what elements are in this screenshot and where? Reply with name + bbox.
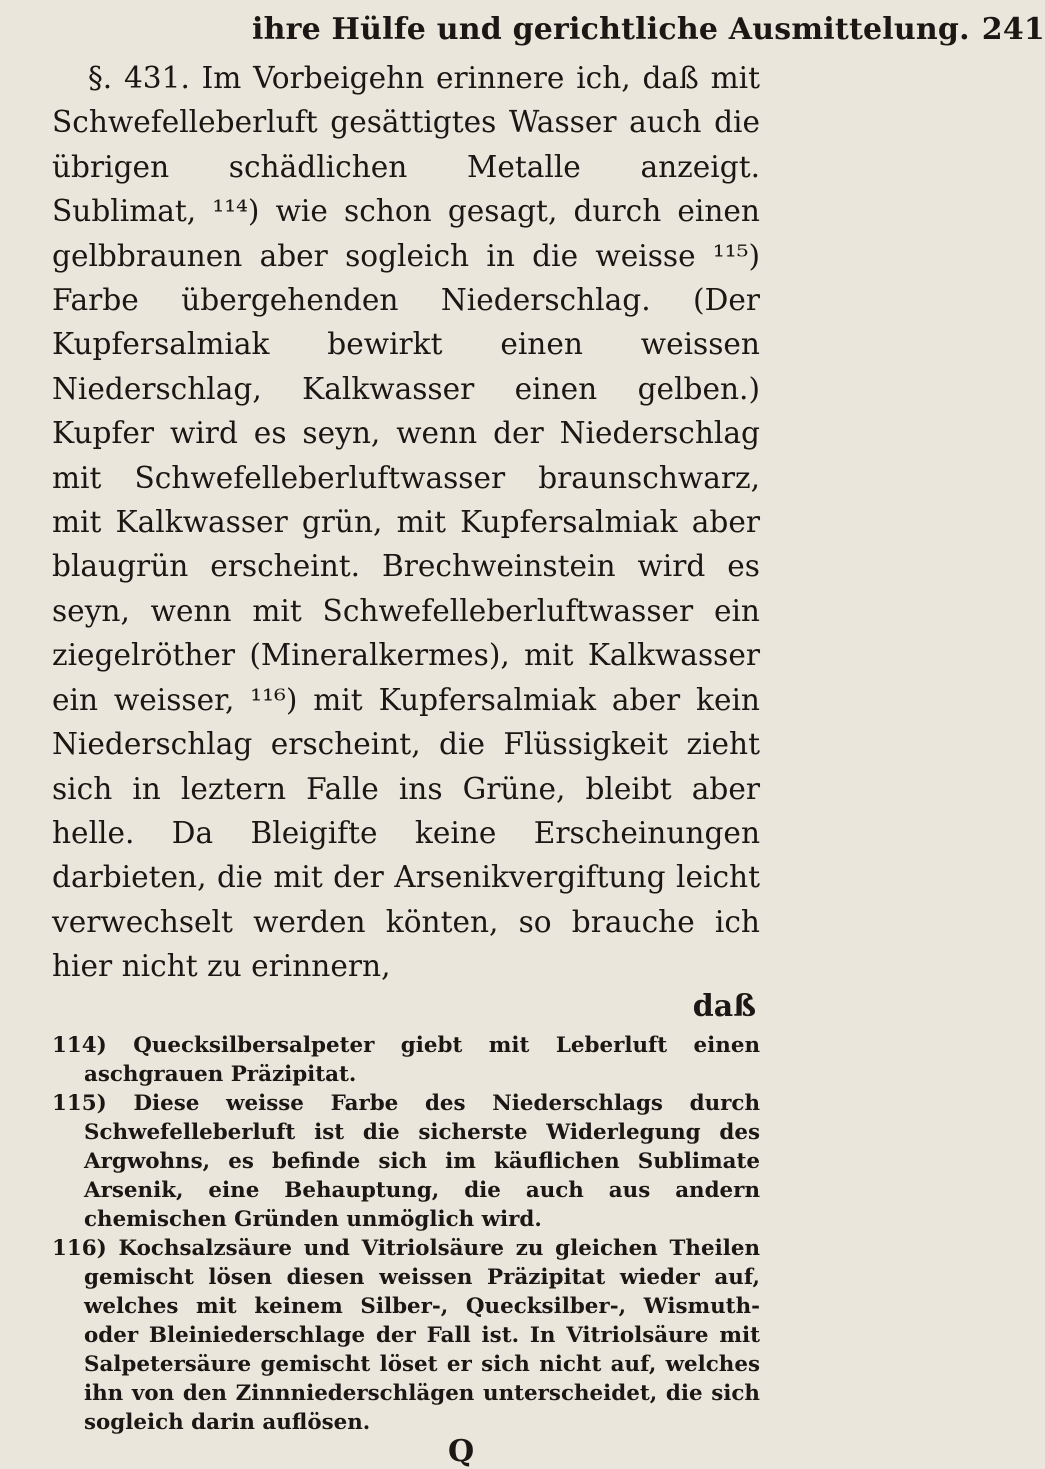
footnote-116: 116) Kochsalzsäure und Vitriolsäure zu gleichen Theilen gemischt lösen diesen weissen Präzipitat wieder auf, welches mit keinem Silber-, Quecksilber-, Wismuth- oder Bleiniederschlage der Fall ist. In Vitriolsäure mit Salpetersäure gemischt löset er sich nicht auf, welches ihn von den Zinnniederschlägen unterscheidet, die sich sogleich darin auflösen. <box>52 1235 760 1435</box>
footnote-114: 114) Quecksilbersalpeter giebt mit Leberluft einen aschgrauen Präzipitat. <box>52 1032 760 1087</box>
main-text <box>52 56 760 989</box>
catchword: daß <box>692 988 756 1024</box>
footnotes <box>52 1031 760 1437</box>
running-head-title: ihre Hülfe und gerichtliche Ausmittelung. <box>252 12 970 47</box>
page-number: 241 <box>981 12 1045 47</box>
signature-mark: Q <box>448 1433 475 1469</box>
footnote-115: 115) Diese weisse Farbe des Niederschlags durch Schwefelleberluft ist die sicherste Widerlegung des Argwohns, es befinde sich im käuflichen Sublimate Arsenik, eine Behauptung, die auch aus andern chemischen Gründen unmöglich wird. <box>52 1090 760 1232</box>
running-head <box>252 8 1045 52</box>
paragraph-431: §. 431. Im Vorbeigehn erinnere ich, daß mit Schwefelleberluft gesättigtes Wasser auch die übrigen schädlichen Metalle anzeigt. Sublimat, ¹¹⁴) wie schon gesagt, durch einen gelbbraunen aber sogleich in die weisse ¹¹⁵) Farbe übergehenden Niederschlag. (Der Kupfersalmiak bewirkt einen weissen Niederschlag, Kalkwasser einen gelben.) Kupfer wird es seyn, wenn der Niederschlag mit Schwefelleberluftwasser braunschwarz, mit Kalkwasser grün, mit Kupfersalmiak aber blaugrün erscheint. Brechweinstein wird es seyn, wenn mit Schwefelleberluftwasser ein ziegelröther (Mineralkermes), mit Kalkwasser ein weisser, ¹¹⁶) mit Kupfersalmiak aber kein Niederschlag erscheint, die Flüssigkeit zieht sich in leztern Falle ins Grüne, bleibt aber helle. Da Bleigifte keine Erscheinungen darbieten, die mit der Arsenikvergiftung leicht verwechselt werden könten, so brauche ich hier nicht zu erinnern, <box>52 61 760 984</box>
